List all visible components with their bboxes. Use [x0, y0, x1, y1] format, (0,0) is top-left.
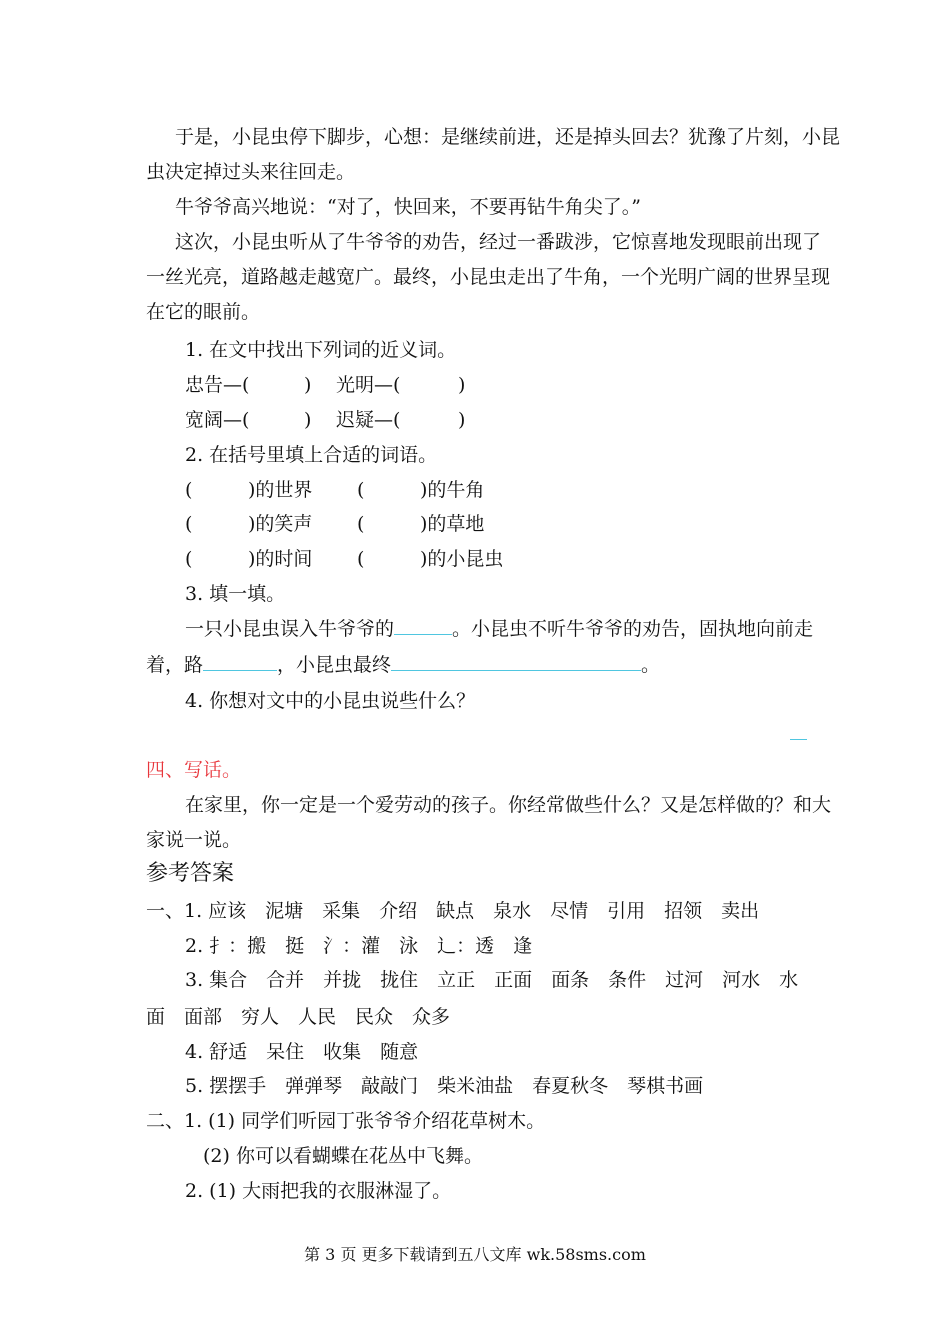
- q2-item-f: )的小昆虫: [420, 548, 504, 570]
- q3-text-5: 。: [641, 654, 661, 676]
- question-3: 3. 填一填。: [185, 583, 286, 605]
- answer-key-title: 参考答案: [146, 861, 235, 886]
- story-p1-line1: 于是，小昆虫停下脚步，心想：是继续前进，还是掉头回去？犹豫了片刻，小昆: [175, 126, 841, 148]
- answer-1-4: 4. 舒适 呆住 收集 随意: [185, 1041, 419, 1063]
- answer-1-5: 5. 摆摆手 弹弹琴 敲敲门 柴米油盐 春夏秋冬 琴棋书画: [185, 1075, 704, 1097]
- q2-open-4: (: [357, 513, 365, 535]
- answer-1-3: 3. 集合 合并 并拢 拢住 立正 正面 面条 条件 过河 河水 水: [185, 969, 799, 991]
- story-p3-line1: 这次，小昆虫听从了牛爷爷的劝告，经过一番跋涉，它惊喜地发现眼前出现了: [175, 231, 822, 253]
- q1-word-1: 忠告—(: [185, 374, 250, 396]
- q2-item-c: )的笑声: [248, 513, 313, 535]
- answer-1-3-cont: 面 面部 穷人 人民 民众 众多: [146, 1006, 451, 1028]
- q2-item-d: )的草地: [420, 513, 485, 535]
- q2-open-6: (: [357, 548, 365, 570]
- q1-word-3: 宽阔—(: [185, 409, 250, 431]
- answer-line-fragment: [790, 739, 807, 740]
- q2-open-2: (: [357, 479, 365, 501]
- q2-open-1: (: [185, 479, 193, 501]
- story-p2: 牛爷爷高兴地说：“对了，快回来，不要再钻牛角尖了。”: [175, 196, 641, 218]
- q2-open-3: (: [185, 513, 193, 535]
- writing-prompt-line1: 在家里，你一定是一个爱劳动的孩子。你经常做些什么？又是怎样做的？和大: [185, 794, 832, 816]
- q1-close-3: ): [304, 409, 312, 431]
- q3-text-3: 着，路: [146, 654, 204, 676]
- q3-text-2: 。小昆虫不听牛爷爷的劝告，固执地向前走: [452, 618, 814, 640]
- q1-close-1: ): [304, 374, 312, 396]
- q1-close-2: ): [458, 374, 466, 396]
- q1-word-2: 光明—(: [336, 374, 401, 396]
- q2-item-a: )的世界: [248, 479, 313, 501]
- answer-2-1: 二、1. (1) 同学们听园丁张爷爷介绍花草树木。: [146, 1110, 546, 1132]
- q3-blank-1[interactable]: [394, 616, 452, 635]
- answer-1-1: 一、1. 应该 泥塘 采集 介绍 缺点 泉水 尽情 引用 招领 卖出: [146, 900, 760, 922]
- q3-text-1: 一只小昆虫误入牛爷爷的: [185, 618, 395, 640]
- q3-line-1: [185, 616, 813, 642]
- q2-item-e: )的时间: [248, 548, 313, 570]
- answer-2-2: 2. (1) 大雨把我的衣服淋湿了。: [185, 1180, 452, 1202]
- writing-prompt-line2: 家说一说。: [146, 829, 242, 851]
- writing-heading: 四、写话。: [146, 759, 242, 781]
- q3-line-2: [146, 652, 660, 678]
- q1-word-4: 迟疑—(: [336, 409, 401, 431]
- page-footer: 第 3 页 更多下载请到五八文库 wk.58sms.com: [304, 1245, 646, 1264]
- question-4: 4. 你想对文中的小昆虫说些什么？: [185, 690, 476, 712]
- q2-open-5: (: [185, 548, 193, 570]
- q2-item-b: )的牛角: [420, 479, 485, 501]
- q3-blank-3[interactable]: [391, 652, 641, 671]
- question-2: 2. 在括号里填上合适的词语。: [185, 444, 438, 466]
- q3-text-4: ，小昆虫最终: [277, 654, 392, 676]
- q1-close-4: ): [458, 409, 466, 431]
- answer-1-2: 2. 扌：搬 挺 氵：灌 泳 辶：透 逢: [185, 935, 533, 957]
- question-1: 1. 在文中找出下列词的近义词。: [185, 339, 457, 361]
- story-p1-line2: 虫决定掉过头来往回走。: [146, 161, 356, 183]
- answer-2-1b: (2) 你可以看蝴蝶在花丛中飞舞。: [203, 1145, 483, 1167]
- story-p3-line2: 一丝光亮，道路越走越宽广。最终，小昆虫走出了牛角，一个光明广阔的世界呈现: [146, 266, 831, 288]
- q3-blank-2[interactable]: [203, 652, 277, 671]
- story-p3-line3: 在它的眼前。: [146, 301, 261, 323]
